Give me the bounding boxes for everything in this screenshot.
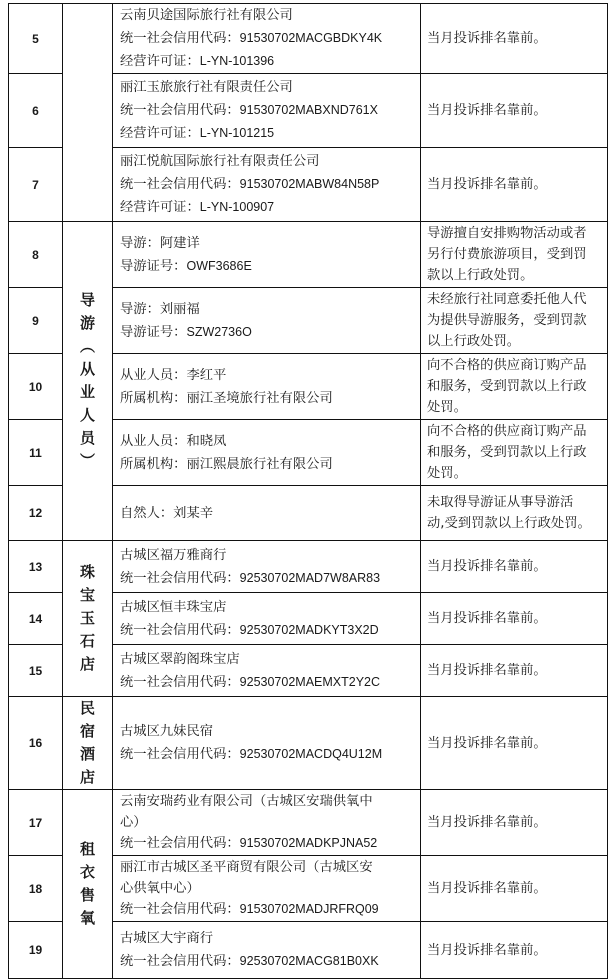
credit-code-label: 统一社会信用代码： [120, 954, 240, 969]
guide-license-number: OWF3686E [186, 258, 252, 273]
credit-code: 92530702MACG81B0XK [239, 954, 379, 968]
affiliated-org: 所属机构：丽江熙晨旅行社有限公司 [120, 456, 333, 472]
entity-cell [113, 697, 421, 790]
blacklist-table [8, 3, 608, 979]
affiliated-org: 所属机构：丽江圣境旅行社有限公司 [120, 390, 333, 406]
reason-text: 当月投诉排名靠前。 [427, 815, 547, 830]
credit-code: 91530702MABXND761X [239, 103, 378, 117]
reason-cell [421, 541, 608, 593]
reason-cell [421, 645, 608, 697]
entity-cell [113, 288, 421, 354]
reason-text: 和服务，受到罚款以上行政 [427, 379, 587, 394]
entity-name: 古城区福万雅商行 [120, 547, 227, 563]
credit-code-label: 统一社会信用代码： [120, 177, 240, 192]
license-number: L-YN-101396 [199, 54, 275, 68]
entity-name: 丽江玉旅旅行社有限责任公司 [120, 80, 293, 95]
reason-cell [421, 288, 608, 354]
entity-name: 云南安瑞药业有限公司（古城区安瑞供氧中 [120, 794, 373, 809]
reason-text: 当月投诉排名靠前。 [427, 942, 547, 958]
reason-cell [421, 856, 608, 922]
credit-code: 91530702MADKPJNA52 [239, 836, 378, 850]
guide-license-label: 导游证号： [120, 258, 187, 274]
row-number: 14 [9, 593, 63, 645]
reason-cell [421, 486, 608, 541]
category-tour-guide: 导 游 ︵ 从 业 人 员 ︶ [63, 222, 113, 541]
entity-cell [113, 593, 421, 645]
guide-license-label: 导游证号： [120, 324, 187, 340]
entity-name: 古城区恒丰珠宝店 [120, 599, 227, 615]
reason-text: 当月投诉排名靠前。 [427, 31, 547, 46]
guide-name: 导游：刘丽福 [120, 301, 200, 317]
entity-cell [113, 74, 421, 148]
license-label: 经营许可证： [120, 126, 200, 141]
license-label: 经营许可证： [120, 54, 200, 69]
credit-code-label: 统一社会信用代码： [120, 747, 240, 762]
entity-name: 丽江市古城区圣平商贸有限公司（古城区安 [120, 860, 373, 875]
reason-cell [421, 354, 608, 420]
reason-cell [421, 790, 608, 856]
credit-code-label: 统一社会信用代码： [120, 622, 240, 638]
license-number: L-YN-101215 [199, 126, 275, 140]
row-number: 5 [9, 4, 63, 74]
table-row [9, 697, 608, 790]
reason-cell [421, 420, 608, 486]
reason-text: 当月投诉排名靠前。 [427, 177, 547, 192]
entity-cell [113, 645, 421, 697]
practitioner-name: 从业人员：李红平 [120, 367, 227, 383]
credit-code: 92530702MACDQ4U12M [239, 747, 383, 761]
guide-license-number: SZW2736O [186, 324, 252, 339]
reason-text: 当月投诉排名靠前。 [427, 103, 547, 118]
reason-text: 以上行政处罚。 [427, 334, 521, 349]
entity-name: 古城区九妹民宿 [120, 724, 214, 739]
reason-cell [421, 922, 608, 979]
reason-text: 导游擅自安排购物活动或者 [427, 226, 587, 241]
reason-cell [421, 593, 608, 645]
reason-text: 当月投诉排名靠前。 [427, 663, 547, 678]
table-row [9, 222, 608, 288]
row-number: 17 [9, 790, 63, 856]
reason-text: 款以上行政处罚。 [427, 268, 534, 283]
row-number: 13 [9, 541, 63, 593]
row-number: 11 [9, 420, 63, 486]
reason-text: 处罚。 [427, 400, 467, 415]
credit-code: 91530702MABW84N58P [239, 177, 380, 191]
category-travel-agency [63, 4, 113, 222]
reason-text: 当月投诉排名靠前。 [427, 881, 547, 896]
entity-cell [113, 354, 421, 420]
entity-name-cont: 心供氧中心） [120, 881, 200, 896]
credit-code-label: 统一社会信用代码： [120, 103, 240, 118]
category-oxygen: 租 衣 售 氧 [63, 790, 113, 979]
credit-code-label: 统一社会信用代码： [120, 570, 240, 586]
credit-code-label: 统一社会信用代码： [120, 836, 240, 851]
row-number: 9 [9, 288, 63, 354]
row-number: 8 [9, 222, 63, 288]
entity-name: 古城区大宇商行 [120, 931, 214, 946]
reason-cell [421, 148, 608, 222]
table-row [9, 4, 608, 74]
entity-cell [113, 148, 421, 222]
category-jewelry: 珠 宝 玉 石 店 [63, 541, 113, 697]
row-number: 6 [9, 74, 63, 148]
entity-cell [113, 856, 421, 922]
reason-text: 动,受到罚款以上行政处罚。 [427, 516, 591, 531]
guide-name: 导游：阿建详 [120, 235, 200, 251]
entity-cell [113, 486, 421, 541]
row-number: 19 [9, 922, 63, 979]
reason-text: 为提供导游服务，受到罚款 [427, 313, 587, 328]
practitioner-name: 从业人员：和晓凤 [120, 433, 227, 449]
entity-cell [113, 541, 421, 593]
reason-text: 当月投诉排名靠前。 [427, 559, 547, 574]
entity-cell [113, 222, 421, 288]
credit-code-label: 统一社会信用代码： [120, 31, 240, 46]
license-label: 经营许可证： [120, 200, 200, 215]
reason-cell [421, 4, 608, 74]
table-row [9, 541, 608, 593]
reason-text: 另行付费旅游项目，受到罚 [427, 247, 587, 262]
reason-text: 当月投诉排名靠前。 [427, 611, 547, 626]
row-number: 18 [9, 856, 63, 922]
entity-name: 云南贝途国际旅行社有限公司 [120, 8, 293, 23]
entity-name-cont: 心） [120, 815, 147, 830]
reason-text: 向不合格的供应商订购产品 [427, 424, 587, 439]
entity-cell [113, 922, 421, 979]
credit-code: 92530702MAD7W8AR83 [239, 570, 381, 585]
table-row [9, 790, 608, 856]
row-number: 12 [9, 486, 63, 541]
credit-code: 92530702MADKYT3X2D [239, 622, 379, 637]
reason-cell [421, 697, 608, 790]
reason-text: 和服务，受到罚款以上行政 [427, 445, 587, 460]
entity-name: 丽江悦航国际旅行社有限责任公司 [120, 154, 320, 169]
row-number: 15 [9, 645, 63, 697]
credit-code: 91530702MADJRFRQ09 [239, 902, 379, 916]
entity-cell [113, 420, 421, 486]
credit-code-label: 统一社会信用代码： [120, 674, 240, 690]
reason-text: 处罚。 [427, 466, 467, 481]
credit-code: 92530702MAEMXT2Y2C [239, 674, 381, 689]
reason-text: 当月投诉排名靠前。 [427, 735, 547, 751]
reason-text: 未经旅行社同意委托他人代 [427, 292, 587, 307]
credit-code-label: 统一社会信用代码： [120, 902, 240, 917]
category-homestay: 民 宿 酒 店 [63, 697, 113, 790]
reason-cell [421, 222, 608, 288]
license-number: L-YN-100907 [199, 200, 275, 214]
credit-code: 91530702MACGBDKY4K [239, 31, 383, 45]
row-number: 16 [9, 697, 63, 790]
entity-cell [113, 790, 421, 856]
entity-name: 古城区翠韵阁珠宝店 [120, 651, 240, 667]
row-number: 7 [9, 148, 63, 222]
reason-text: 向不合格的供应商订购产品 [427, 358, 587, 373]
row-number: 10 [9, 354, 63, 420]
person-name: 自然人：刘某辛 [120, 505, 214, 521]
reason-text: 未取得导游证从事导游活 [427, 495, 574, 510]
reason-cell [421, 74, 608, 148]
entity-cell [113, 4, 421, 74]
